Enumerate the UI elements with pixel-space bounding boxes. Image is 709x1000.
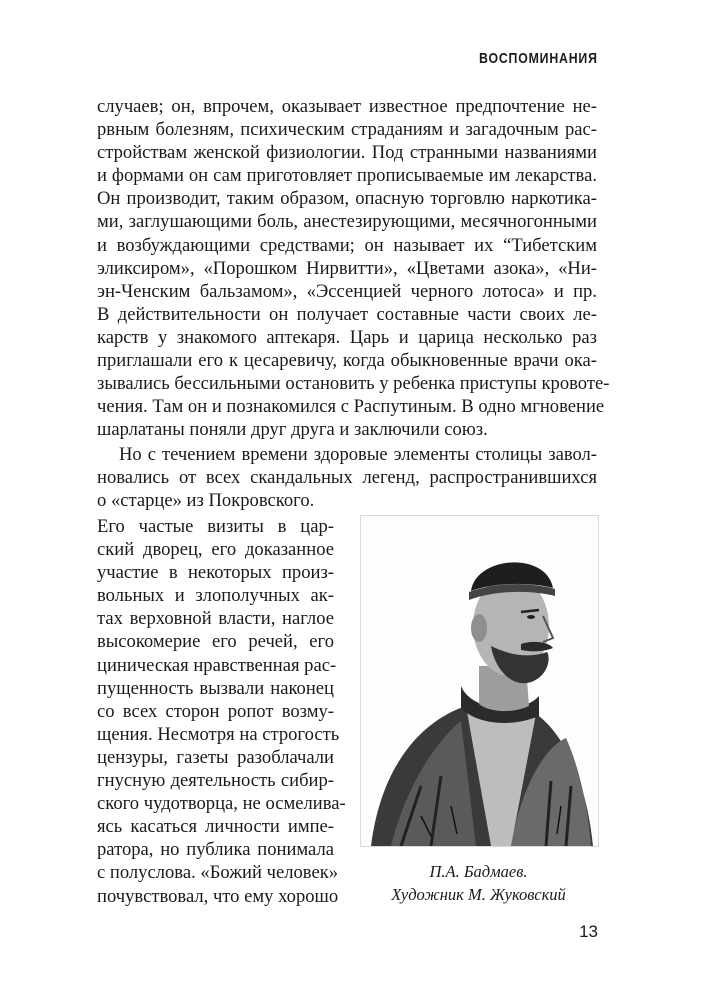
text-line: тах верховной власти, наглое (97, 608, 334, 630)
text-line: шарлатаны поняли друг друга и заключили союз. (97, 419, 488, 441)
text-line: ского чудотворца, не осмелива- (97, 793, 346, 815)
text-line: новались от всех скандальных легенд, распространившихся (97, 467, 597, 489)
text-line: с полуслова. «Божий человек» (97, 862, 339, 884)
text-line: случаев; он, впрочем, оказывает известное предпочтение не- (97, 96, 597, 117)
text-line: вольных и злополучных ак- (97, 585, 334, 607)
wrapped-text-column (97, 515, 346, 908)
text-line: карств у знакомого аптекаря. Царь и царица несколько раз (97, 326, 597, 348)
text-line: ясь касаться личности импе- (97, 816, 334, 838)
text-line: циническая нравственная рас- (97, 654, 337, 676)
caption-subject: П.А. Бадмаев. (429, 862, 528, 881)
text-line: о «старце» из Покровского. (97, 490, 315, 512)
caption-artist: Художник М. Жуковский (391, 885, 566, 904)
text-line: Но с течением времени здоровые элементы столицы завол- (119, 444, 597, 465)
text-line: пущенность вызвали наконец (97, 677, 334, 699)
text-line: почувствовал, что ему хорошо (97, 885, 339, 907)
text-line: чения. Там он и познакомился с Распутиным. В одно мгновение (97, 396, 605, 418)
text-line: ский дворец, его доказанное (97, 539, 334, 561)
text-line: Его частые визиты в цар- (97, 516, 334, 537)
text-line: цензуры, газеты разоблачали (97, 746, 334, 768)
paragraph-2 (97, 443, 597, 512)
text-line: эн-Ченским бальзамом», «Эссенцией черного лотоса» и пр. (97, 280, 597, 302)
text-line: и формами он сам приготовляет прописываемые им лекарства. (97, 165, 597, 187)
text-line: участие в некоторых произ- (97, 562, 334, 584)
text-line: эликсиром», «Порошком Нирвитти», «Цветами азока», «Ни- (97, 257, 597, 279)
paragraph-1 (97, 95, 610, 441)
text-line: В действительности он получает составные части своих ле- (97, 303, 597, 325)
text-line: гнусную деятельность сибир- (97, 770, 334, 792)
text-line: стройствам женской физиологии. Под странными названиями (97, 142, 597, 164)
text-line: зывались бессильными остановить у ребенка приступы кровоте- (97, 373, 610, 395)
figure-caption (360, 860, 597, 906)
text-line: ми, заглушающими боль, анестезирующими, месячногонными (97, 211, 597, 233)
text-line: высокомерие его речей, его (97, 631, 334, 653)
text-line: со всех сторон ропот возму- (97, 700, 334, 722)
running-header: ВОСПОМИНАНИЯ (479, 50, 598, 67)
text-line: приглашали его к цесаревичу, когда обыкновенные врачи ока- (97, 350, 597, 372)
text-line: ратора, но публика понимала (97, 839, 334, 861)
portrait-illustration (360, 515, 599, 847)
text-line: Он производит, таким образом, опасную торговлю наркотика- (97, 188, 597, 210)
text-line: рвным болезням, психическим страданиям и загадочным рас- (97, 119, 597, 141)
page-number: 13 (579, 922, 598, 941)
text-line: и возбуждающими средствами; он называет их “Тибетским (97, 234, 597, 256)
text-line: щения. Несмотря на строгость (97, 723, 340, 745)
